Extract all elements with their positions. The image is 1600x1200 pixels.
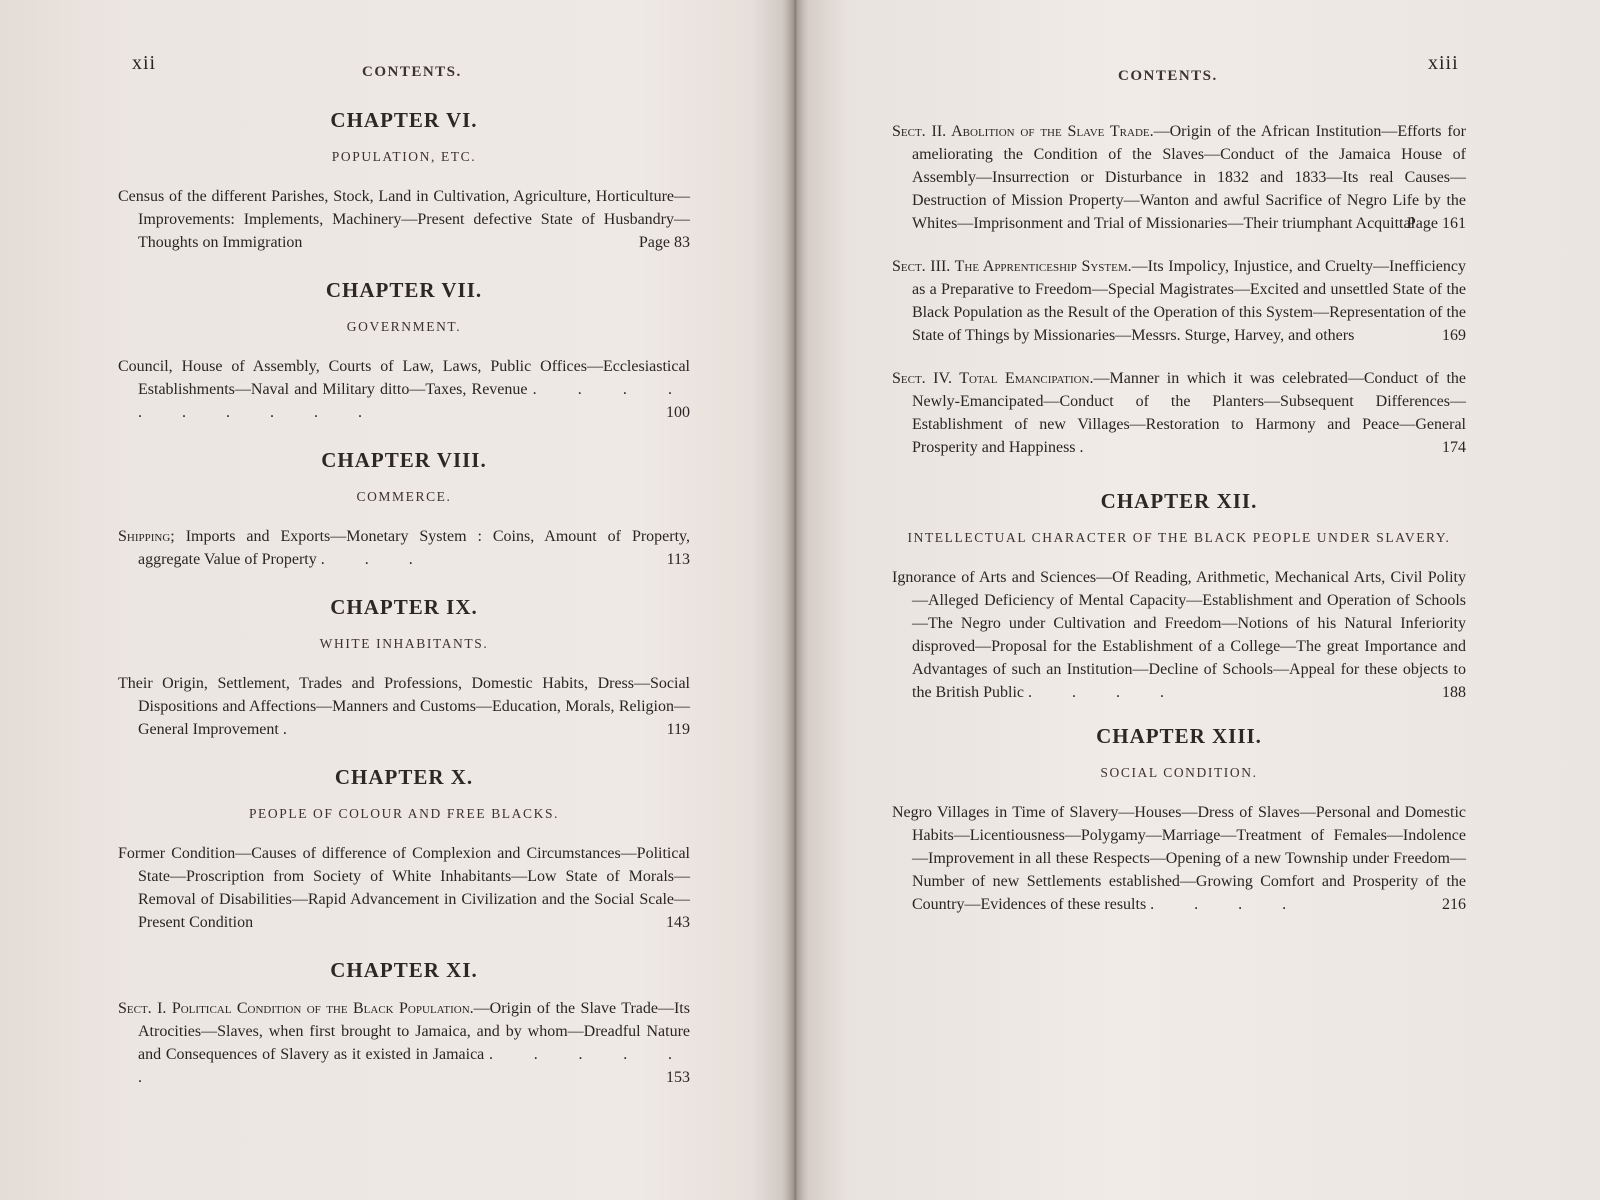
chapter-heading: CHAPTER VI. [330,108,478,132]
section-entry [892,120,1466,235]
left-page [0,0,790,1200]
entry-lead: Sect. III. The Apprenticeship System. [892,258,1132,275]
entry-text: —Its Impolicy, Injustice, and Cruelty—Inefficiency as a Preparative to Freedom—Special Magistrates—Excited and unsettled State of the Black Population as the Result of the Operation of this System—Representation of the State of Things by Missionaries—Messrs. Sturge, Harvey, and others [912,258,1466,344]
chapter-entry [118,997,690,1089]
leader-dots: . . . . [1150,896,1305,913]
section-entry [892,367,1466,459]
leader-dots: . [282,721,305,738]
entry-page-ref: 100 [666,404,690,421]
leader-dots: . . . . . . [138,1046,691,1086]
entry-page-ref: 153 [666,1069,690,1086]
entry-lead: Sect. IV. Total Emancipation. [892,370,1094,387]
left-contents-column [118,108,690,1113]
chapter-x [118,765,690,934]
chapter-subtitle: INTELLECTUAL CHARACTER OF THE BLACK PEOPLE UNDER SLAVERY. [907,530,1451,545]
chapter-heading: CHAPTER VII. [325,278,483,302]
entry-page-ref: 143 [666,914,690,931]
chapter-entry [892,566,1466,704]
chapter-xiii [892,724,1466,916]
entry-page-ref: 113 [666,551,690,568]
right-contents-column [892,106,1466,936]
right-running-head: CONTENTS. [1118,68,1218,84]
chapter-heading: CHAPTER IX. [330,595,478,619]
chapter-xii [892,489,1466,704]
leader-dots: . [1079,439,1102,456]
entry-text: Census of the different Parishes, Stock, Land in Cultivation, Agriculture, Horticulture—Improvements: Implements, Machinery—Present defective State of Husbandry—Thoughts on Immigration [118,188,690,251]
entry-lead: Sect. I. Political Condition of the Black Population. [118,1000,474,1017]
chapter-entry [892,801,1466,916]
entry-text: Their Origin, Settlement, Trades and Professions, Domestic Habits, Dress—Social Dispositions and Affections—Manners and Customs—Education, Morals, Religion—General Improvement [118,675,690,738]
chapter-entry [118,525,690,571]
left-page-number: xii [132,52,157,74]
chapter-entry [118,842,690,934]
chapter-subtitle: PEOPLE OF COLOUR AND FREE BLACKS. [248,806,560,821]
entry-text: Former Condition—Causes of difference of Complexion and Circumstances—Political State—Proscription from Society of White Inhabitants—Low State of Morals—Removal of Disabilities—Rapid Advancement in Civilization and the Social Scale—Present Condition [118,845,690,931]
chapter-ix [118,595,690,741]
chapter-viii [118,448,690,571]
chapter-xi [118,958,690,1089]
right-page [800,0,1600,1200]
entry-text: —Origin of the Slave Trade—Its Atrocities—Slaves, when first brought to Jamaica, and by whom—Dreadful Nature and Consequences of Slavery as it existed in Jamaica [138,1000,690,1063]
chapter-entry [118,185,690,254]
entry-lead: Shipping [118,528,171,545]
entry-text: Ignorance of Arts and Sciences—Of Reading, Arithmetic, Mechanical Arts, Civil Polity—Alleged Deficiency of Mental Capacity—Establishment and Operation of Schools—The Negro under Cultivation and Freedom—Notions of his Natural Inferiority disproved—Proposal for the Establishment of a College—The great Importance and Advantages of such an Institution—Decline of Schools—Appeal for these objects to the British Public [892,569,1466,701]
chapter-entry [118,672,690,741]
chapter-heading: CHAPTER XI. [330,958,478,982]
chapter-subtitle: COMMERCE. [356,489,452,504]
chapter-heading: CHAPTER XIII. [1096,724,1262,748]
section-iv [892,367,1466,459]
chapter-entry [118,355,690,424]
entry-page-ref: 119 [666,721,690,738]
section-ii [892,120,1466,235]
leader-dots: . . . [320,551,431,568]
chapter-heading: CHAPTER XII. [1100,489,1258,513]
chapter-vi [118,108,690,254]
entry-page-ref: 188 [1442,684,1466,701]
entry-text: Council, House of Assembly, Courts of Law, Laws, Public Offices—Ecclesiastical Establishments—Naval and Military ditto—Taxes, Revenue [118,358,690,398]
section-entry [892,255,1466,347]
leader-dots: . . . . [1028,684,1182,701]
chapter-subtitle: WHITE INHABITANTS. [319,636,489,651]
entry-page-ref: 174 [1442,439,1466,456]
entry-text: —Manner in which it was celebrated—Conduct of the Newly-Emancipated—Conduct of the Planters—Subsequent Differences—Establishment of new Villages—Restoration to Harmony and Peace—General Prosperity and Happiness [912,370,1467,456]
leader-dots: . . . . . . . . . . [138,381,691,421]
entry-text: —Origin of the African Institution—Efforts for ameliorating the Condition of the Slaves—Conduct of the Jamaica House of Assembly—Insurrection or Disturbance in 1832 and 1833—Its real Causes—Destruction of Mission Property—Wanton and awful Sacrifice of Negro Life by the Whites—Imprisonment and Trial of Missionaries—Their triumphant Acquittal [912,123,1466,232]
entry-text: ; Imports and Exports—Monetary System : Coins, Amount of Property, aggregate Value of Property [138,528,690,568]
entry-text: Negro Villages in Time of Slavery—Houses—Dress of Slaves—Personal and Domestic Habits—Licentiousness—Polygamy—Marriage—Treatment of Females—Indolence—Improvement in all these Respects—Opening of a new Township under Freedom—Number of new Settlements established—Growing Comfort and Prosperity of the Country—Evidences of these results [892,804,1466,913]
entry-page-ref: 169 [1442,327,1466,344]
entry-lead: Sect. II. Abolition of the Slave Trade. [892,123,1154,140]
section-iii [892,255,1466,347]
chapter-heading: CHAPTER X. [334,765,474,789]
chapter-subtitle: GOVERNMENT. [346,319,462,334]
chapter-subtitle: POPULATION, ETC. [331,149,477,164]
entry-page-ref: Page 161 [1406,215,1466,232]
right-page-number: xiii [1428,52,1459,74]
entry-page-ref: Page 83 [638,234,690,251]
chapter-vii [118,278,690,424]
left-running-head: CONTENTS. [362,64,462,80]
entry-page-ref: 216 [1442,896,1466,913]
chapter-subtitle: SOCIAL CONDITION. [1100,765,1258,780]
chapter-heading: CHAPTER VIII. [321,448,487,472]
